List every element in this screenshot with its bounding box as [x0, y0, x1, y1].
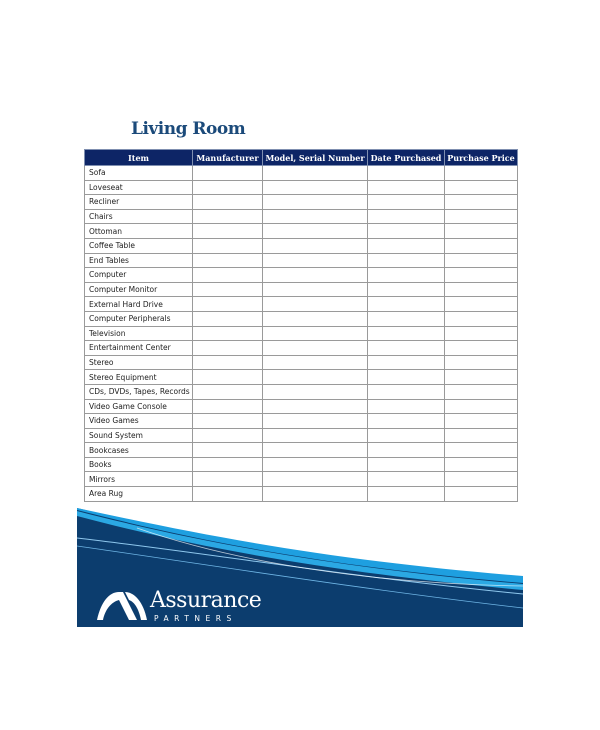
- item-name-cell: CDs, DVDs, Tapes, Records: [85, 384, 193, 399]
- column-header-date-purchased: Date Purchased: [368, 150, 445, 166]
- date-purchased-cell[interactable]: [368, 457, 445, 472]
- table-row: [85, 224, 518, 239]
- manufacturer-cell[interactable]: [193, 341, 263, 356]
- manufacturer-cell[interactable]: [193, 370, 263, 385]
- purchase-price-cell[interactable]: [445, 326, 518, 341]
- item-name-cell: Mirrors: [85, 472, 193, 487]
- date-purchased-cell[interactable]: [368, 414, 445, 429]
- item-name-cell: Coffee Table: [85, 238, 193, 253]
- item-name-cell: Video Games: [85, 414, 193, 429]
- item-name-cell: Entertainment Center: [85, 341, 193, 356]
- item-name-cell: Stereo: [85, 355, 193, 370]
- model-serial-cell[interactable]: [263, 311, 368, 326]
- date-purchased-cell[interactable]: [368, 224, 445, 239]
- footer-banner: [77, 508, 523, 627]
- table-row: [85, 311, 518, 326]
- brand-subtitle: PARTNERS: [154, 614, 237, 623]
- table-row: [85, 443, 518, 458]
- purchase-price-cell[interactable]: [445, 268, 518, 283]
- item-name-cell: Ottoman: [85, 224, 193, 239]
- item-name-cell: End Tables: [85, 253, 193, 268]
- table-header-row: [85, 150, 518, 166]
- table-row: [85, 355, 518, 370]
- date-purchased-cell[interactable]: [368, 472, 445, 487]
- item-name-cell: External Hard Drive: [85, 297, 193, 312]
- manufacturer-cell[interactable]: [193, 166, 263, 181]
- column-header-manufacturer: Manufacturer: [193, 150, 263, 166]
- manufacturer-cell[interactable]: [193, 443, 263, 458]
- model-serial-cell[interactable]: [263, 487, 368, 502]
- model-serial-cell[interactable]: [263, 472, 368, 487]
- wave-graphic: [77, 508, 523, 627]
- table-row: [85, 341, 518, 356]
- manufacturer-cell[interactable]: [193, 297, 263, 312]
- item-name-cell: Stereo Equipment: [85, 370, 193, 385]
- table-row: [85, 282, 518, 297]
- model-serial-cell[interactable]: [263, 341, 368, 356]
- manufacturer-cell[interactable]: [193, 414, 263, 429]
- manufacturer-cell[interactable]: [193, 195, 263, 210]
- date-purchased-cell[interactable]: [368, 326, 445, 341]
- date-purchased-cell[interactable]: [368, 238, 445, 253]
- manufacturer-cell[interactable]: [193, 457, 263, 472]
- item-name-cell: Chairs: [85, 209, 193, 224]
- manufacturer-cell[interactable]: [193, 384, 263, 399]
- manufacturer-cell[interactable]: [193, 399, 263, 414]
- purchase-price-cell[interactable]: [445, 355, 518, 370]
- purchase-price-cell[interactable]: [445, 209, 518, 224]
- brand-name: Assurance: [150, 588, 262, 613]
- table-row: [85, 238, 518, 253]
- date-purchased-cell[interactable]: [368, 384, 445, 399]
- model-serial-cell[interactable]: [263, 297, 368, 312]
- date-purchased-cell[interactable]: [368, 195, 445, 210]
- table-row: [85, 268, 518, 283]
- model-serial-cell[interactable]: [263, 443, 368, 458]
- model-serial-cell[interactable]: [263, 195, 368, 210]
- date-purchased-cell[interactable]: [368, 399, 445, 414]
- date-purchased-cell[interactable]: [368, 253, 445, 268]
- date-purchased-cell[interactable]: [368, 428, 445, 443]
- table-row: [85, 370, 518, 385]
- purchase-price-cell[interactable]: [445, 311, 518, 326]
- model-serial-cell[interactable]: [263, 166, 368, 181]
- table-row: [85, 414, 518, 429]
- model-serial-cell[interactable]: [263, 428, 368, 443]
- model-serial-cell[interactable]: [263, 384, 368, 399]
- manufacturer-cell[interactable]: [193, 326, 263, 341]
- model-serial-cell[interactable]: [263, 253, 368, 268]
- model-serial-cell[interactable]: [263, 355, 368, 370]
- manufacturer-cell[interactable]: [193, 282, 263, 297]
- table-row: [85, 487, 518, 502]
- item-name-cell: Recliner: [85, 195, 193, 210]
- purchase-price-cell[interactable]: [445, 370, 518, 385]
- purchase-price-cell[interactable]: [445, 224, 518, 239]
- purchase-price-cell[interactable]: [445, 297, 518, 312]
- table-row: [85, 209, 518, 224]
- item-name-cell: Computer: [85, 268, 193, 283]
- purchase-price-cell[interactable]: [445, 282, 518, 297]
- manufacturer-cell[interactable]: [193, 355, 263, 370]
- date-purchased-cell[interactable]: [368, 268, 445, 283]
- model-serial-cell[interactable]: [263, 180, 368, 195]
- manufacturer-cell[interactable]: [193, 238, 263, 253]
- manufacturer-cell[interactable]: [193, 224, 263, 239]
- model-serial-cell[interactable]: [263, 224, 368, 239]
- item-name-cell: Bookcases: [85, 443, 193, 458]
- model-serial-cell[interactable]: [263, 457, 368, 472]
- item-name-cell: Books: [85, 457, 193, 472]
- table-row: [85, 472, 518, 487]
- purchase-price-cell[interactable]: [445, 414, 518, 429]
- table-row: [85, 326, 518, 341]
- item-name-cell: Loveseat: [85, 180, 193, 195]
- table-row: [85, 384, 518, 399]
- date-purchased-cell[interactable]: [368, 355, 445, 370]
- item-name-cell: Sofa: [85, 166, 193, 181]
- date-purchased-cell[interactable]: [368, 311, 445, 326]
- purchase-price-cell[interactable]: [445, 341, 518, 356]
- model-serial-cell[interactable]: [263, 414, 368, 429]
- table-row: [85, 253, 518, 268]
- table-row: [85, 297, 518, 312]
- purchase-price-cell[interactable]: [445, 399, 518, 414]
- purchase-price-cell[interactable]: [445, 428, 518, 443]
- table-row: [85, 195, 518, 210]
- item-name-cell: Computer Monitor: [85, 282, 193, 297]
- table-row: [85, 180, 518, 195]
- manufacturer-cell[interactable]: [193, 487, 263, 502]
- manufacturer-cell[interactable]: [193, 209, 263, 224]
- manufacturer-cell[interactable]: [193, 311, 263, 326]
- manufacturer-cell[interactable]: [193, 472, 263, 487]
- page-title: Living Room: [131, 119, 246, 139]
- date-purchased-cell[interactable]: [368, 180, 445, 195]
- item-name-cell: Area Rug: [85, 487, 193, 502]
- manufacturer-cell[interactable]: [193, 180, 263, 195]
- item-name-cell: Sound System: [85, 428, 193, 443]
- manufacturer-cell[interactable]: [193, 268, 263, 283]
- date-purchased-cell[interactable]: [368, 209, 445, 224]
- model-serial-cell[interactable]: [263, 370, 368, 385]
- item-name-cell: Computer Peripherals: [85, 311, 193, 326]
- item-name-cell: Television: [85, 326, 193, 341]
- date-purchased-cell[interactable]: [368, 297, 445, 312]
- model-serial-cell[interactable]: [263, 326, 368, 341]
- purchase-price-cell[interactable]: [445, 472, 518, 487]
- purchase-price-cell[interactable]: [445, 253, 518, 268]
- column-header-item: Item: [85, 150, 193, 166]
- model-serial-cell[interactable]: [263, 209, 368, 224]
- purchase-price-cell[interactable]: [445, 443, 518, 458]
- model-serial-cell[interactable]: [263, 238, 368, 253]
- table-row: [85, 399, 518, 414]
- date-purchased-cell[interactable]: [368, 370, 445, 385]
- column-header-model-serial: Model, Serial Number: [263, 150, 368, 166]
- column-header-purchase-price: Purchase Price: [445, 150, 518, 166]
- table-row: [85, 428, 518, 443]
- purchase-price-cell[interactable]: [445, 238, 518, 253]
- manufacturer-cell[interactable]: [193, 428, 263, 443]
- purchase-price-cell[interactable]: [445, 457, 518, 472]
- date-purchased-cell[interactable]: [368, 166, 445, 181]
- model-serial-cell[interactable]: [263, 399, 368, 414]
- date-purchased-cell[interactable]: [368, 443, 445, 458]
- purchase-price-cell[interactable]: [445, 166, 518, 181]
- purchase-price-cell[interactable]: [445, 384, 518, 399]
- table-row: [85, 166, 518, 181]
- manufacturer-cell[interactable]: [193, 253, 263, 268]
- model-serial-cell[interactable]: [263, 268, 368, 283]
- item-name-cell: Video Game Console: [85, 399, 193, 414]
- date-purchased-cell[interactable]: [368, 282, 445, 297]
- inventory-table: [84, 149, 518, 502]
- purchase-price-cell[interactable]: [445, 180, 518, 195]
- date-purchased-cell[interactable]: [368, 487, 445, 502]
- date-purchased-cell[interactable]: [368, 341, 445, 356]
- model-serial-cell[interactable]: [263, 282, 368, 297]
- purchase-price-cell[interactable]: [445, 487, 518, 502]
- purchase-price-cell[interactable]: [445, 195, 518, 210]
- table-row: [85, 457, 518, 472]
